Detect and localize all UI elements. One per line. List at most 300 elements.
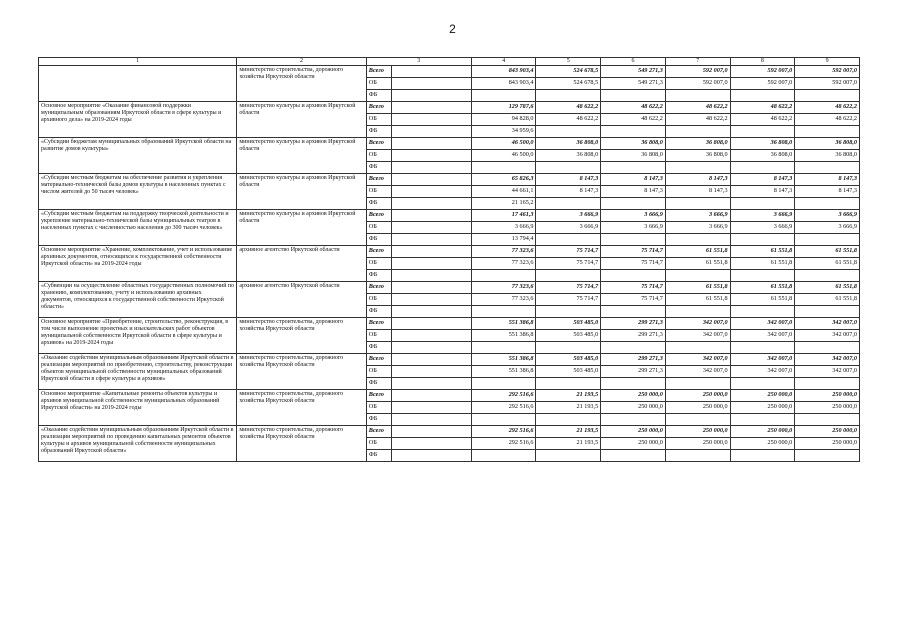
amount-cell: 36 808,0 bbox=[665, 137, 730, 149]
blank-cell bbox=[392, 293, 472, 305]
amount-cell: 8 147,3 bbox=[795, 185, 860, 197]
amount-cell: 843 903,4 bbox=[471, 77, 536, 89]
blank-cell bbox=[392, 413, 472, 425]
blank-cell bbox=[392, 65, 472, 77]
amount-cell: 503 485,0 bbox=[536, 329, 601, 341]
measure-description bbox=[39, 65, 237, 101]
amount-cell: 250 000,0 bbox=[795, 389, 860, 401]
amount-cell: 48 622,2 bbox=[665, 101, 730, 113]
amount-cell: 250 000,0 bbox=[601, 425, 666, 437]
amount-cell: 34 959,6 bbox=[471, 125, 536, 137]
amount-cell bbox=[601, 377, 666, 389]
amount-cell bbox=[730, 89, 795, 101]
responsible-executor: архивное агентство Иркутской области bbox=[237, 281, 366, 317]
amount-cell bbox=[471, 161, 536, 173]
amount-cell: 61 551,8 bbox=[730, 257, 795, 269]
responsible-executor: министерство строительства, дорожного хозяйства Иркутской области bbox=[237, 353, 366, 389]
column-header: 4 bbox=[471, 58, 536, 66]
amount-cell bbox=[601, 233, 666, 245]
amount-cell: 48 622,2 bbox=[795, 101, 860, 113]
amount-cell bbox=[601, 413, 666, 425]
amount-cell bbox=[536, 197, 601, 209]
blank-cell bbox=[392, 173, 472, 185]
amount-cell bbox=[795, 269, 860, 281]
amount-cell bbox=[601, 305, 666, 317]
amount-cell bbox=[730, 377, 795, 389]
amount-cell: 250 000,0 bbox=[795, 401, 860, 413]
amount-cell: 342 007,0 bbox=[730, 329, 795, 341]
amount-cell: 250 000,0 bbox=[665, 401, 730, 413]
amount-cell bbox=[536, 377, 601, 389]
amount-cell: 342 007,0 bbox=[665, 329, 730, 341]
column-number-header bbox=[39, 58, 860, 66]
funding-source: Всего bbox=[366, 425, 391, 437]
amount-cell: 8 147,3 bbox=[536, 173, 601, 185]
amount-cell: 8 147,3 bbox=[536, 185, 601, 197]
measure-description: «Оказание содействия муниципальным образованиям Иркутской области в реализации мероприятий по проведению капитальных ремонтов объектов культуры и архивов муниципальной собственности муниципальных образований Иркутской области» bbox=[39, 425, 237, 461]
funding-source: Всего bbox=[366, 209, 391, 221]
blank-cell bbox=[392, 317, 472, 329]
funding-source: ОБ bbox=[366, 365, 391, 377]
amount-cell: 36 808,0 bbox=[536, 137, 601, 149]
blank-cell bbox=[392, 149, 472, 161]
amount-cell bbox=[795, 305, 860, 317]
amount-cell: 3 666,9 bbox=[601, 209, 666, 221]
amount-cell: 503 485,0 bbox=[536, 317, 601, 329]
amount-cell: 61 551,8 bbox=[795, 281, 860, 293]
amount-cell bbox=[730, 233, 795, 245]
table-row bbox=[39, 65, 860, 77]
blank-cell bbox=[392, 101, 472, 113]
amount-cell: 48 622,2 bbox=[730, 101, 795, 113]
amount-cell bbox=[536, 413, 601, 425]
amount-cell bbox=[795, 161, 860, 173]
measure-description: «Субсидии местным бюджетам на обеспечение развития и укрепления материально-технической базы домов культуры в населенных пунктах с числом жителей до 50 тысяч человек» bbox=[39, 173, 237, 209]
amount-cell: 250 000,0 bbox=[730, 425, 795, 437]
blank-cell bbox=[392, 161, 472, 173]
funding-source: ОБ bbox=[366, 113, 391, 125]
amount-cell: 61 551,8 bbox=[795, 257, 860, 269]
amount-cell bbox=[665, 197, 730, 209]
amount-cell: 75 714,7 bbox=[536, 245, 601, 257]
amount-cell: 8 147,3 bbox=[665, 173, 730, 185]
amount-cell: 21 193,5 bbox=[536, 425, 601, 437]
table-row bbox=[39, 137, 860, 149]
funding-source: ОБ bbox=[366, 257, 391, 269]
blank-cell bbox=[392, 365, 472, 377]
funding-source: ОБ bbox=[366, 185, 391, 197]
amount-cell bbox=[730, 413, 795, 425]
amount-cell bbox=[471, 89, 536, 101]
amount-cell bbox=[795, 377, 860, 389]
amount-cell: 503 485,0 bbox=[536, 353, 601, 365]
amount-cell: 342 007,0 bbox=[795, 329, 860, 341]
measure-description: Основное мероприятие «Оказание финансовой поддержки муниципальным образованиям Иркутской области в сфере культуры и архивного дела» на 2019-2024 годы bbox=[39, 101, 237, 137]
amount-cell bbox=[471, 449, 536, 461]
amount-cell: 8 147,3 bbox=[665, 185, 730, 197]
amount-cell: 36 808,0 bbox=[601, 137, 666, 149]
amount-cell bbox=[471, 413, 536, 425]
amount-cell: 250 000,0 bbox=[665, 425, 730, 437]
amount-cell bbox=[471, 341, 536, 353]
funding-source: Всего bbox=[366, 173, 391, 185]
column-header: 7 bbox=[665, 58, 730, 66]
amount-cell: 299 271,3 bbox=[601, 365, 666, 377]
amount-cell: 77 323,6 bbox=[471, 281, 536, 293]
amount-cell: 36 808,0 bbox=[795, 149, 860, 161]
amount-cell: 524 678,5 bbox=[536, 65, 601, 77]
amount-cell: 592 007,0 bbox=[665, 77, 730, 89]
blank-cell bbox=[392, 185, 472, 197]
blank-cell bbox=[392, 269, 472, 281]
amount-cell bbox=[601, 89, 666, 101]
amount-cell: 551 386,8 bbox=[471, 353, 536, 365]
column-header: 5 bbox=[536, 58, 601, 66]
amount-cell: 48 622,2 bbox=[536, 101, 601, 113]
table-row bbox=[39, 245, 860, 257]
funding-source: ФБ bbox=[366, 233, 391, 245]
amount-cell bbox=[730, 125, 795, 137]
amount-cell bbox=[665, 269, 730, 281]
amount-cell bbox=[471, 269, 536, 281]
funding-source: ОБ bbox=[366, 437, 391, 449]
measure-description: Основное мероприятие «Капитальные ремонты объектов культуры и архивов муниципальной собственности муниципальных образований Иркутской области» на 2019-2024 годы bbox=[39, 389, 237, 425]
blank-cell bbox=[392, 389, 472, 401]
responsible-executor: министерство строительства, дорожного хозяйства Иркутской области bbox=[237, 389, 366, 425]
table-row bbox=[39, 353, 860, 365]
amount-cell: 299 271,3 bbox=[601, 317, 666, 329]
blank-cell bbox=[392, 281, 472, 293]
funding-source: Всего bbox=[366, 317, 391, 329]
funding-source: ОБ bbox=[366, 221, 391, 233]
amount-cell: 3 666,9 bbox=[665, 209, 730, 221]
amount-cell: 292 516,6 bbox=[471, 401, 536, 413]
amount-cell: 46 500,0 bbox=[471, 137, 536, 149]
funding-source: ФБ bbox=[366, 161, 391, 173]
responsible-executor: министерство культуры и архивов Иркутской области bbox=[237, 209, 366, 245]
amount-cell: 342 007,0 bbox=[795, 365, 860, 377]
column-header: 8 bbox=[730, 58, 795, 66]
blank-cell bbox=[392, 125, 472, 137]
amount-cell: 48 622,2 bbox=[601, 113, 666, 125]
amount-cell: 36 808,0 bbox=[665, 149, 730, 161]
table-row bbox=[39, 209, 860, 221]
amount-cell: 592 007,0 bbox=[665, 65, 730, 77]
responsible-executor: министерство строительства, дорожного хозяйства Иркутской области bbox=[237, 425, 366, 461]
funding-source: ФБ bbox=[366, 305, 391, 317]
amount-cell bbox=[601, 197, 666, 209]
amount-cell bbox=[730, 197, 795, 209]
measure-description: «Оказание содействия муниципальным образованиям Иркутской области в реализации мероприятий по приобретению, строительству, реконструкции объектов муниципальной собственности муниципальных образований Иркутской области в сфере культуры и архивов» bbox=[39, 353, 237, 389]
funding-source: ОБ bbox=[366, 77, 391, 89]
amount-cell: 21 193,5 bbox=[536, 401, 601, 413]
blank-cell bbox=[392, 257, 472, 269]
amount-cell: 549 271,3 bbox=[601, 65, 666, 77]
amount-cell bbox=[536, 161, 601, 173]
amount-cell: 13 794,4 bbox=[471, 233, 536, 245]
amount-cell: 299 271,3 bbox=[601, 353, 666, 365]
blank-cell bbox=[392, 449, 472, 461]
amount-cell: 3 666,9 bbox=[536, 221, 601, 233]
amount-cell bbox=[795, 89, 860, 101]
amount-cell: 17 461,3 bbox=[471, 209, 536, 221]
amount-cell bbox=[536, 341, 601, 353]
amount-cell: 250 000,0 bbox=[601, 401, 666, 413]
table-row bbox=[39, 425, 860, 437]
measure-description: «Субсидии бюджетам муниципальных образований Иркутской области на развитие домов культуры» bbox=[39, 137, 237, 173]
funding-source: ФБ bbox=[366, 125, 391, 137]
amount-cell: 75 714,7 bbox=[536, 293, 601, 305]
amount-cell: 21 193,5 bbox=[536, 437, 601, 449]
amount-cell: 250 000,0 bbox=[601, 437, 666, 449]
amount-cell: 3 666,9 bbox=[730, 209, 795, 221]
amount-cell: 250 000,0 bbox=[795, 425, 860, 437]
amount-cell: 342 007,0 bbox=[730, 353, 795, 365]
amount-cell: 77 323,6 bbox=[471, 293, 536, 305]
amount-cell: 48 622,2 bbox=[601, 101, 666, 113]
amount-cell bbox=[730, 449, 795, 461]
amount-cell bbox=[795, 233, 860, 245]
amount-cell: 21 193,5 bbox=[536, 389, 601, 401]
blank-cell bbox=[392, 401, 472, 413]
amount-cell bbox=[601, 125, 666, 137]
funding-source: ФБ bbox=[366, 89, 391, 101]
funding-source: ОБ bbox=[366, 293, 391, 305]
amount-cell: 342 007,0 bbox=[730, 317, 795, 329]
blank-cell bbox=[392, 437, 472, 449]
amount-cell: 75 714,7 bbox=[601, 245, 666, 257]
responsible-executor: министерство культуры и архивов Иркутской области bbox=[237, 137, 366, 173]
responsible-executor: министерство строительства, дорожного хозяйства Иркутской области bbox=[237, 65, 366, 101]
amount-cell bbox=[665, 305, 730, 317]
amount-cell: 3 666,9 bbox=[730, 221, 795, 233]
amount-cell: 61 551,8 bbox=[665, 293, 730, 305]
amount-cell: 75 714,7 bbox=[536, 257, 601, 269]
amount-cell bbox=[665, 233, 730, 245]
table-row bbox=[39, 101, 860, 113]
funding-source: Всего bbox=[366, 101, 391, 113]
blank-cell bbox=[392, 233, 472, 245]
blank-cell bbox=[392, 221, 472, 233]
amount-cell bbox=[665, 161, 730, 173]
amount-cell: 94 828,0 bbox=[471, 113, 536, 125]
amount-cell: 129 787,6 bbox=[471, 101, 536, 113]
amount-cell: 36 808,0 bbox=[536, 149, 601, 161]
amount-cell bbox=[795, 125, 860, 137]
blank-cell bbox=[392, 245, 472, 257]
budget-table bbox=[38, 57, 860, 462]
amount-cell: 61 551,8 bbox=[795, 245, 860, 257]
amount-cell bbox=[536, 269, 601, 281]
amount-cell: 342 007,0 bbox=[795, 353, 860, 365]
amount-cell: 8 147,3 bbox=[730, 173, 795, 185]
amount-cell bbox=[795, 449, 860, 461]
amount-cell: 342 007,0 bbox=[665, 353, 730, 365]
funding-source: Всего bbox=[366, 353, 391, 365]
amount-cell: 503 485,0 bbox=[536, 365, 601, 377]
amount-cell bbox=[601, 269, 666, 281]
blank-cell bbox=[392, 137, 472, 149]
amount-cell: 8 147,3 bbox=[795, 173, 860, 185]
amount-cell: 3 666,9 bbox=[795, 221, 860, 233]
amount-cell: 3 666,9 bbox=[536, 209, 601, 221]
amount-cell: 3 666,9 bbox=[601, 221, 666, 233]
amount-cell bbox=[601, 161, 666, 173]
column-header: 2 bbox=[237, 58, 366, 66]
table-row bbox=[39, 173, 860, 185]
table-body bbox=[39, 65, 860, 461]
amount-cell: 77 323,6 bbox=[471, 245, 536, 257]
amount-cell: 61 551,8 bbox=[730, 293, 795, 305]
amount-cell bbox=[536, 233, 601, 245]
amount-cell bbox=[601, 449, 666, 461]
amount-cell bbox=[665, 449, 730, 461]
amount-cell bbox=[795, 413, 860, 425]
funding-source: Всего bbox=[366, 245, 391, 257]
amount-cell bbox=[665, 89, 730, 101]
amount-cell: 75 714,7 bbox=[601, 281, 666, 293]
amount-cell: 48 622,2 bbox=[730, 113, 795, 125]
amount-cell: 36 808,0 bbox=[730, 149, 795, 161]
responsible-executor: министерство культуры и архивов Иркутской области bbox=[237, 173, 366, 209]
amount-cell: 8 147,3 bbox=[601, 185, 666, 197]
blank-cell bbox=[392, 89, 472, 101]
amount-cell: 61 551,8 bbox=[665, 281, 730, 293]
funding-source: Всего bbox=[366, 65, 391, 77]
measure-description: Основное мероприятие «Хранение, комплектование, учет и использование архивных документов, относящихся к государственной собственности Иркутской области» на 2019-2024 годы bbox=[39, 245, 237, 281]
amount-cell bbox=[795, 341, 860, 353]
blank-cell bbox=[392, 197, 472, 209]
amount-cell bbox=[665, 377, 730, 389]
amount-cell bbox=[471, 305, 536, 317]
measure-description: «Субсидии местным бюджетам на поддержку творческой деятельности и укрепление материально-технической базы муниципальных театров в населенных пунктах с численностью населения до 300 тысяч человек» bbox=[39, 209, 237, 245]
amount-cell: 250 000,0 bbox=[665, 389, 730, 401]
amount-cell: 524 678,5 bbox=[536, 77, 601, 89]
amount-cell: 342 007,0 bbox=[730, 365, 795, 377]
funding-source: Всего bbox=[366, 389, 391, 401]
funding-source: ФБ bbox=[366, 413, 391, 425]
table-row bbox=[39, 389, 860, 401]
column-header: 9 bbox=[795, 58, 860, 66]
measure-description: Основное мероприятие «Приобретение, строительство, реконструкция, в том числе выполнение проектных и изыскательских работ объектов муниципальной собственности Иркутской области в сфере культуры и архивов» на 2019-2024 годы bbox=[39, 317, 237, 353]
blank-cell bbox=[392, 77, 472, 89]
amount-cell: 549 271,3 bbox=[601, 77, 666, 89]
amount-cell: 342 007,0 bbox=[665, 365, 730, 377]
amount-cell: 77 323,6 bbox=[471, 257, 536, 269]
column-header: 3 bbox=[366, 58, 471, 66]
amount-cell bbox=[536, 89, 601, 101]
amount-cell: 292 516,6 bbox=[471, 425, 536, 437]
funding-source: Всего bbox=[366, 281, 391, 293]
amount-cell: 250 000,0 bbox=[730, 437, 795, 449]
amount-cell: 61 551,8 bbox=[665, 245, 730, 257]
funding-source: ФБ bbox=[366, 449, 391, 461]
amount-cell: 61 551,8 bbox=[795, 293, 860, 305]
amount-cell bbox=[536, 125, 601, 137]
amount-cell: 592 007,0 bbox=[795, 65, 860, 77]
amount-cell bbox=[730, 269, 795, 281]
amount-cell: 292 516,6 bbox=[471, 437, 536, 449]
amount-cell: 250 000,0 bbox=[665, 437, 730, 449]
amount-cell: 592 007,0 bbox=[730, 77, 795, 89]
amount-cell: 48 622,2 bbox=[536, 113, 601, 125]
blank-cell bbox=[392, 113, 472, 125]
amount-cell bbox=[665, 413, 730, 425]
amount-cell: 250 000,0 bbox=[601, 389, 666, 401]
amount-cell: 342 007,0 bbox=[665, 317, 730, 329]
amount-cell: 3 666,9 bbox=[795, 209, 860, 221]
amount-cell: 292 516,6 bbox=[471, 389, 536, 401]
amount-cell: 250 000,0 bbox=[730, 401, 795, 413]
amount-cell: 551 386,8 bbox=[471, 365, 536, 377]
funding-source: Всего bbox=[366, 137, 391, 149]
amount-cell: 592 007,0 bbox=[730, 65, 795, 77]
responsible-executor: министерство культуры и архивов Иркутской области bbox=[237, 101, 366, 137]
amount-cell: 250 000,0 bbox=[795, 437, 860, 449]
amount-cell: 48 622,2 bbox=[665, 113, 730, 125]
table-row bbox=[39, 317, 860, 329]
responsible-executor: министерство строительства, дорожного хозяйства Иркутской области bbox=[237, 317, 366, 353]
amount-cell: 36 808,0 bbox=[795, 137, 860, 149]
blank-cell bbox=[392, 341, 472, 353]
amount-cell: 250 000,0 bbox=[730, 389, 795, 401]
blank-cell bbox=[392, 305, 472, 317]
page-number: 2 bbox=[449, 22, 456, 36]
amount-cell bbox=[536, 305, 601, 317]
amount-cell: 75 714,7 bbox=[601, 257, 666, 269]
column-header: 1 bbox=[39, 58, 237, 66]
amount-cell: 592 007,0 bbox=[795, 77, 860, 89]
amount-cell bbox=[471, 377, 536, 389]
funding-source: ОБ bbox=[366, 401, 391, 413]
amount-cell: 843 903,4 bbox=[471, 65, 536, 77]
amount-cell: 36 808,0 bbox=[601, 149, 666, 161]
funding-source: ФБ bbox=[366, 341, 391, 353]
amount-cell: 75 714,7 bbox=[536, 281, 601, 293]
amount-cell: 551 386,8 bbox=[471, 329, 536, 341]
amount-cell bbox=[795, 197, 860, 209]
measure-description: «Субвенции на осуществление областных государственных полномочий по хранению, комплектованию, учету и использованию архивных документов, относящихся к государственной собственности Иркутской области» bbox=[39, 281, 237, 317]
amount-cell bbox=[730, 341, 795, 353]
funding-source: ОБ bbox=[366, 149, 391, 161]
amount-cell bbox=[665, 125, 730, 137]
amount-cell: 551 386,8 bbox=[471, 317, 536, 329]
amount-cell: 75 714,7 bbox=[601, 293, 666, 305]
amount-cell: 48 622,2 bbox=[795, 113, 860, 125]
funding-source: ФБ bbox=[366, 269, 391, 281]
amount-cell: 8 147,3 bbox=[601, 173, 666, 185]
amount-cell: 3 666,9 bbox=[665, 221, 730, 233]
amount-cell: 299 271,3 bbox=[601, 329, 666, 341]
amount-cell: 342 007,0 bbox=[795, 317, 860, 329]
table-row bbox=[39, 281, 860, 293]
amount-cell bbox=[730, 161, 795, 173]
amount-cell: 8 147,3 bbox=[730, 185, 795, 197]
amount-cell: 21 165,2 bbox=[471, 197, 536, 209]
amount-cell: 61 551,8 bbox=[665, 257, 730, 269]
blank-cell bbox=[392, 425, 472, 437]
amount-cell: 61 551,8 bbox=[730, 281, 795, 293]
amount-cell: 36 808,0 bbox=[730, 137, 795, 149]
amount-cell bbox=[730, 305, 795, 317]
column-header: 6 bbox=[601, 58, 666, 66]
funding-source: ФБ bbox=[366, 197, 391, 209]
funding-source: ФБ bbox=[366, 377, 391, 389]
blank-cell bbox=[392, 353, 472, 365]
blank-cell bbox=[392, 377, 472, 389]
amount-cell: 44 661,1 bbox=[471, 185, 536, 197]
funding-source: ОБ bbox=[366, 329, 391, 341]
